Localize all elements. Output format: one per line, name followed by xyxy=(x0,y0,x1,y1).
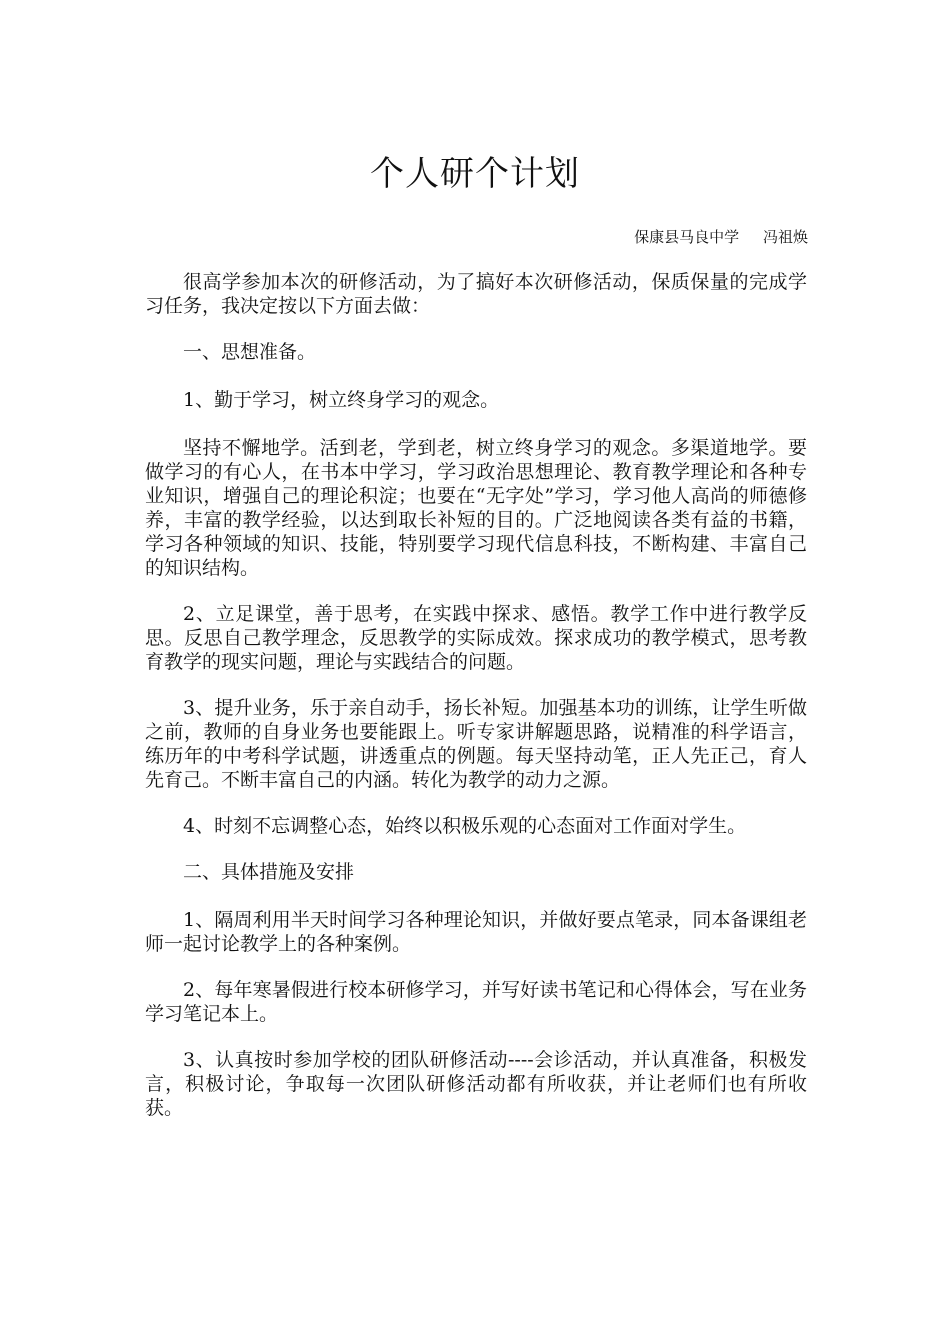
section-heading-measures: 二、具体措施及安排 xyxy=(183,861,355,883)
intro-paragraph: 很高学参加本次的研修活动，为了搞好本次研修活动，保质保量的完成学习任务，我决定按以下方面去做： xyxy=(145,271,807,317)
document-author: 保康县马良中学 冯祖焕 xyxy=(634,228,808,246)
document-body xyxy=(145,270,807,1142)
study-paragraph: 坚持不懈地学。活到老，学到老，树立终身学习的观念。多渠道地学。要做学习的有心人，在书本中学习，学习政治思想理论、教育教学理论和各种专业知识，增强自己的理论积淀；也要在“无字处”学习，学习他人高尚的师德修养，丰富的教学经验，以达到取长补短的目的。广泛地阅读各类有益的书籍，学习各种领域的知识、技能，特别要学习现代信息科技，不断构建、丰富自己的知识结构。 xyxy=(145,437,807,579)
item-heading-study: 1、勤于学习，树立终身学习的观念。 xyxy=(183,389,500,411)
measure-paragraph-3: 3、认真按时参加学校的团队研修活动----会诊活动，并认真准备，积极发言，积极讨论，争取每一次团队研修活动都有所收获，并让老师们也有所收获。 xyxy=(145,1049,807,1119)
measure-paragraph-2: 2、每年寒暑假进行校本研修学习，并写好读书笔记和心得体会，写在业务学习笔记本上。 xyxy=(145,979,807,1025)
mindset-paragraph: 4、时刻不忘调整心态，始终以积极乐观的心态面对工作面对学生。 xyxy=(183,815,747,837)
classroom-paragraph: 2、立足课堂，善于思考，在实践中探求、感悟。教学工作中进行教学反思。反思自己教学理念，反思教学的实际成效。探求成功的教学模式，思考教育教学的现实问题，理论与实践结合的问题。 xyxy=(145,603,807,673)
skills-paragraph: 3、提升业务，乐于亲自动手，扬长补短。加强基本功的训练，让学生听做之前，教师的自身业务也要能跟上。听专家讲解题思路，说精准的科学语言，练历年的中考科学试题，讲透重点的例题。每天坚持动笔，正人先正己，育人先育己。不断丰富自己的内涵。转化为教学的动力之源。 xyxy=(145,697,807,791)
document-title: 个人研个计划 xyxy=(370,154,580,194)
section-heading-thought: 一、思想准备。 xyxy=(183,341,317,363)
measure-paragraph-1: 1、隔周利用半天时间学习各种理论知识，并做好要点笔录，同本备课组老师一起讨论教学上的各种案例。 xyxy=(145,909,807,955)
